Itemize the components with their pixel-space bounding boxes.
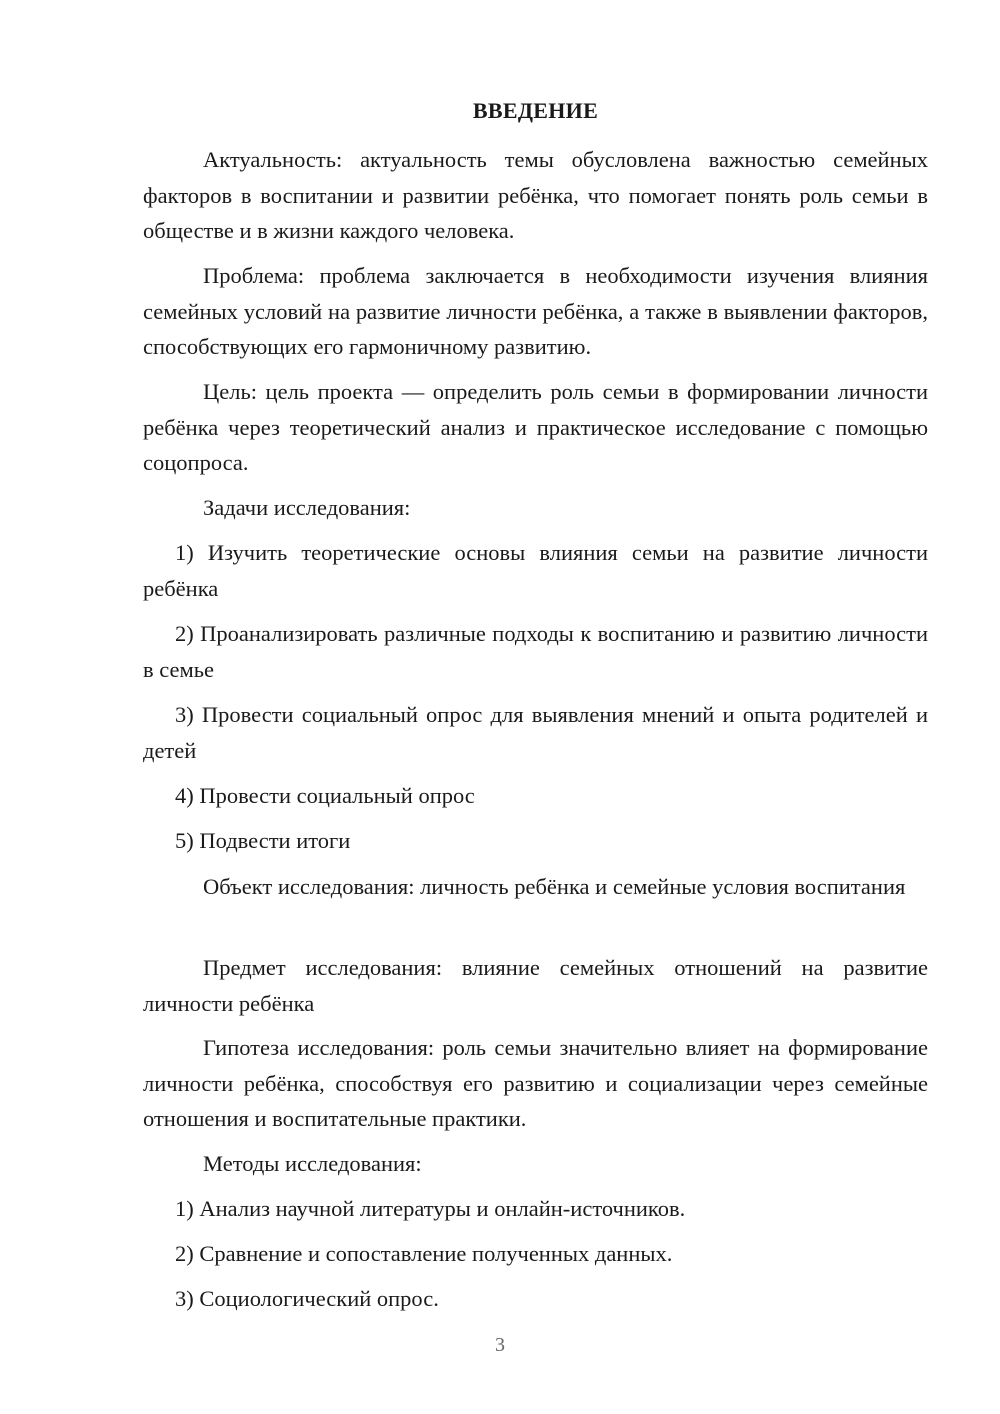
list-item-method-2: 2) Сравнение и сопоставление полученных данных. (175, 1241, 673, 1266)
list-item-task-1: 1) Изучить теоретические основы влияния семьи на развитие личности ребёнка (143, 540, 928, 601)
list-item-method-1: 1) Анализ научной литературы и онлайн-источников. (175, 1196, 686, 1221)
paragraph-subject: Предмет исследования: влияние семейных отношений на развитие личности ребёнка (143, 955, 928, 1016)
paragraph-object: Объект исследования: личность ребёнка и семейные условия воспитания (203, 874, 906, 899)
paragraph-hypothesis: Гипотеза исследования: роль семьи значительно влияет на формирование личности ребёнка, способствуя его развитию и социализации через семейные отношения и воспитательные практики. (143, 1035, 928, 1131)
page-title: ВВЕДЕНИЕ (472, 98, 599, 123)
list-item-task-2: 2) Проанализировать различные подходы к воспитанию и развитию личности в семье (143, 621, 928, 682)
list-item-task-4: 4) Провести социальный опрос (175, 783, 475, 808)
paragraph-problem: Проблема: проблема заключается в необходимости изучения влияния семейных условий на развитие личности ребёнка, а также в выявлении факторов, способствующих его гармоничному развитию. (143, 263, 928, 359)
list-item-task-5: 5) Подвести итоги (175, 828, 351, 853)
paragraph-methods-heading: Методы исследования: (203, 1151, 422, 1176)
list-item-method-3: 3) Социологический опрос. (175, 1286, 439, 1311)
page-number: 3 (495, 1334, 505, 1356)
paragraph-relevance: Актуальность: актуальность темы обусловлена важностью семейных факторов в воспитании и развитии ребёнка, что помогает понять роль семьи в обществе и в жизни каждого человека. (143, 147, 928, 243)
paragraph-tasks-heading: Задачи исследования: (203, 495, 411, 520)
list-item-task-3: 3) Провести социальный опрос для выявления мнений и опыта родителей и детей (143, 702, 928, 763)
paragraph-goal: Цель: цель проекта — определить роль семьи в формировании личности ребёнка через теоретический анализ и практическое исследование с помощью соцопроса. (143, 379, 928, 475)
